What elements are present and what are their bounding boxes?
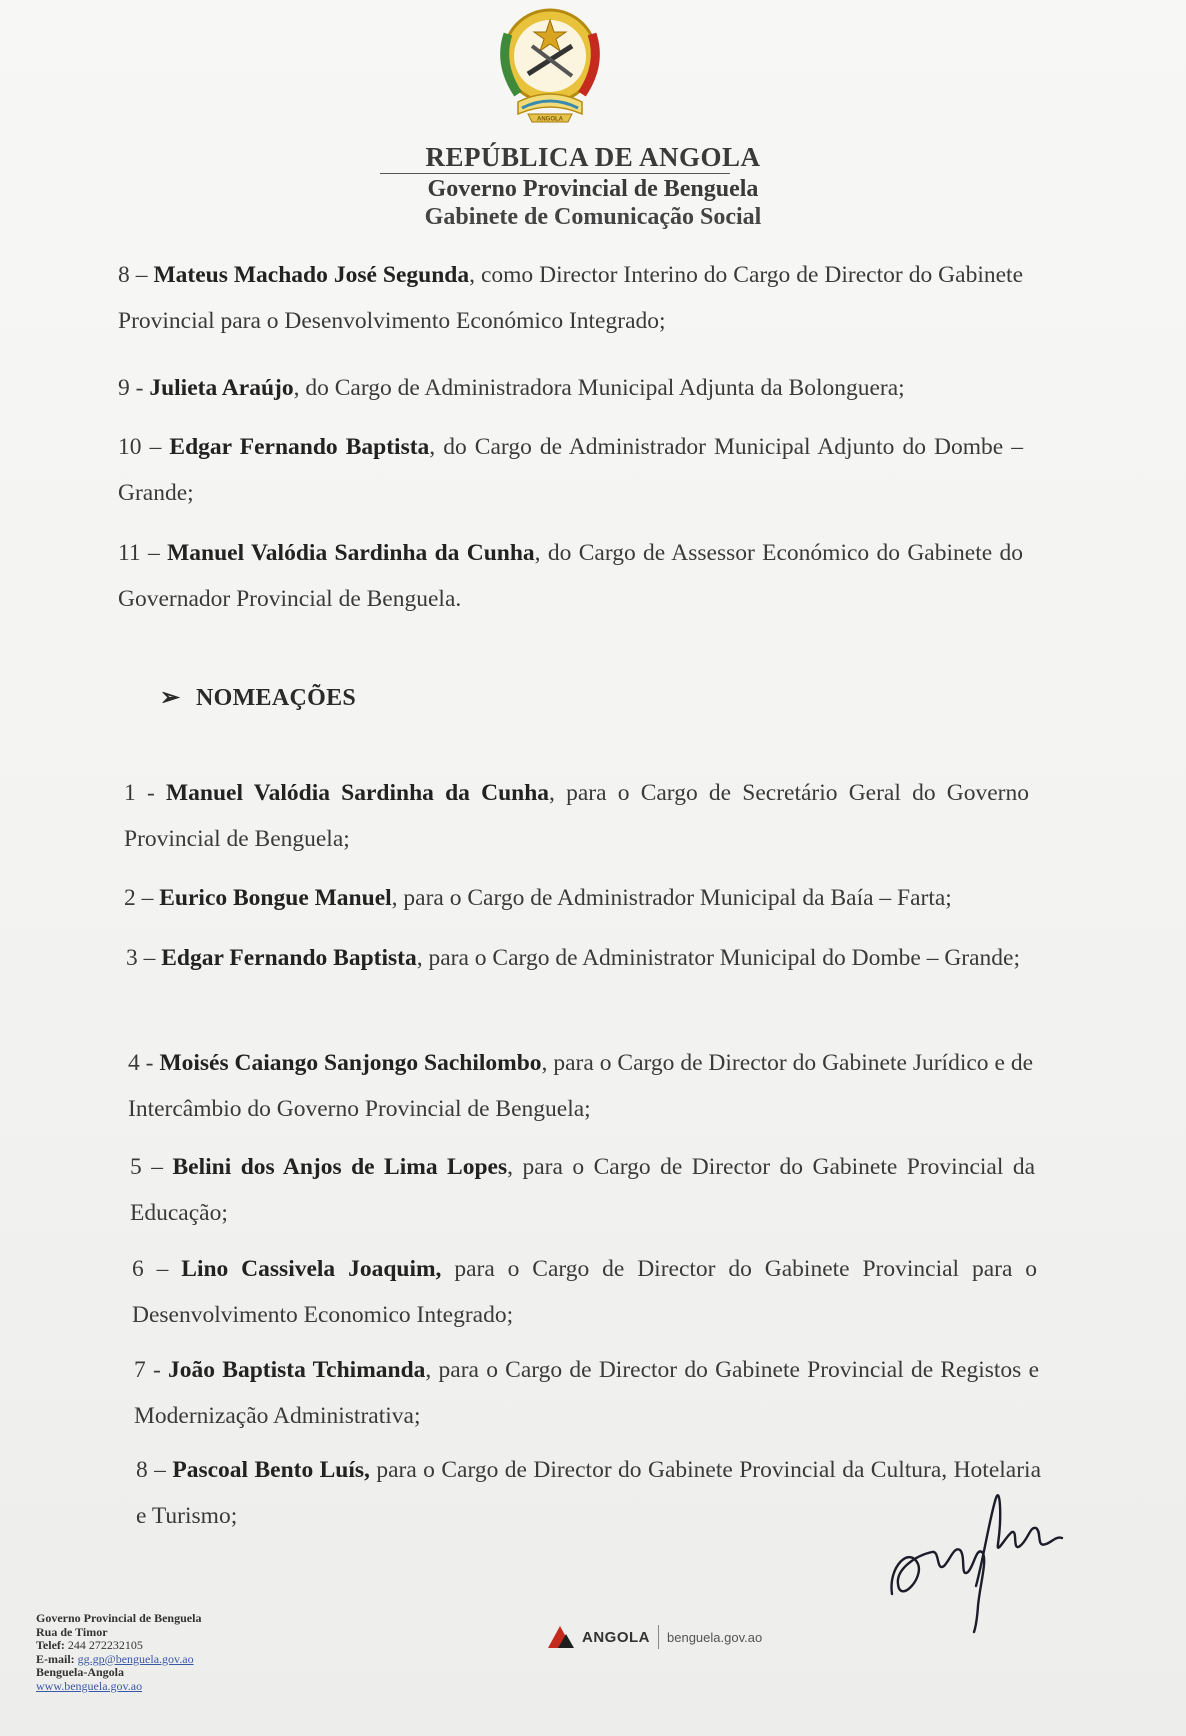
appointment-item-2 xyxy=(124,875,1029,921)
header-republic: REPÚBLICA DE ANGOLA xyxy=(425,142,761,172)
section-title-text: NOMEAÇÕES xyxy=(196,685,357,711)
footer-contact-block xyxy=(36,1612,201,1693)
logo-divider xyxy=(658,1625,659,1649)
item-number: 4 - xyxy=(128,1050,154,1076)
coat-of-arms-emblem xyxy=(488,4,612,128)
appointment-item-4 xyxy=(128,1040,1033,1132)
item-number: 7 - xyxy=(134,1357,161,1383)
person-name: Edgar Fernando Baptista xyxy=(169,434,430,460)
footer-email-label: E-mail: xyxy=(36,1651,75,1666)
exoneration-item-8 xyxy=(118,252,1023,344)
person-name: Manuel Valódia Sardinha da Cunha xyxy=(165,780,550,806)
item-text: , para o Cargo de Secretário Geral do Governo Provincial de Benguela; xyxy=(124,780,1030,852)
arrow-bullet-icon: ➢ xyxy=(160,685,181,711)
item-number: 5 – xyxy=(130,1154,163,1180)
item-text: , do Cargo de Administradora Municipal Adjunta da Bolonguera; xyxy=(293,375,905,401)
exoneration-item-10 xyxy=(118,424,1023,516)
footer-phone-line xyxy=(36,1639,201,1653)
item-text: , do Cargo de Assessor Económico do Gabinete do Governador Provincial de Benguela. xyxy=(118,540,1023,612)
person-name: Pascoal Bento Luís, xyxy=(172,1457,370,1483)
footer-phone: 244 272232105 xyxy=(67,1638,143,1652)
footer-org: Governo Provincial de Benguela xyxy=(36,1611,202,1625)
item-number: 10 – xyxy=(118,434,162,460)
item-text: , para o Cargo de Director do Gabinete Jurídico e de Intercâmbio do Governo Provincial de Benguela; xyxy=(128,1050,1034,1122)
person-name: Eurico Bongue Manuel xyxy=(159,885,392,911)
appointment-item-6 xyxy=(132,1246,1037,1338)
appointment-item-5 xyxy=(130,1144,1035,1236)
benguela-logo-text: benguela.gov.ao xyxy=(667,1629,763,1645)
emblem-label: ANGOLA xyxy=(537,116,563,123)
footer-email-link[interactable]: gg.gp@benguela.gov.ao xyxy=(77,1651,194,1666)
footer-email-line xyxy=(36,1653,201,1667)
person-name: Manuel Valódia Sardinha da Cunha xyxy=(167,540,535,566)
footer-logos xyxy=(548,1622,762,1652)
item-number: 1 - xyxy=(124,780,155,806)
footer-phone-label: Telef: xyxy=(36,1638,65,1652)
appointment-item-1 xyxy=(124,770,1029,862)
person-name: Moisés Caiango Sanjongo Sachilombo xyxy=(159,1050,542,1076)
item-number: 3 – xyxy=(126,945,156,971)
item-number: 8 – xyxy=(136,1457,166,1483)
header-cabinet: Gabinete de Comunicação Social xyxy=(424,204,762,230)
footer-city: Benguela-Angola xyxy=(36,1665,125,1679)
item-text: , para o Cargo de Director do Gabinete Provincial de Registos e Modernização Administrativa; xyxy=(134,1357,1039,1429)
item-text: para o Cargo de Director do Gabinete Provincial da Cultura, Hotelaria e Turismo; xyxy=(136,1457,1042,1529)
governo-angola-logo xyxy=(548,1626,650,1648)
item-number: 11 – xyxy=(118,540,160,566)
item-text: para o Cargo de Director do Gabinete Provincial para o Desenvolvimento Economico Integrado; xyxy=(132,1256,1038,1328)
item-number: 9 - xyxy=(118,375,144,401)
item-text: , para o Cargo de Administrator Municipal do Dombe – Grande; xyxy=(416,945,1021,971)
item-text: , para o Cargo de Director do Gabinete Provincial da Educação; xyxy=(130,1154,1036,1226)
exoneration-item-9 xyxy=(118,365,1023,411)
exoneration-item-11 xyxy=(118,530,1023,622)
footer-street: Rua de Timor xyxy=(36,1624,108,1639)
item-text: , do Cargo de Administrador Municipal Adjunto do Dombe – Grande; xyxy=(118,434,1024,506)
handwritten-signature xyxy=(880,1486,1070,1636)
item-number: 6 – xyxy=(132,1256,169,1282)
section-title-nomeacoes xyxy=(160,683,356,712)
person-name: Julieta Araújo xyxy=(149,375,294,401)
item-number: 2 – xyxy=(124,885,154,911)
item-number: 8 – xyxy=(118,262,148,288)
header-divider xyxy=(380,173,730,174)
person-name: Mateus Machado José Segunda xyxy=(153,262,470,288)
appointment-item-7 xyxy=(134,1347,1039,1439)
angola-logo-icon xyxy=(548,1626,578,1648)
angola-logo-text: ANGOLA xyxy=(582,1628,650,1646)
person-name: João Baptista Tchimanda xyxy=(168,1357,426,1383)
person-name: Edgar Fernando Baptista xyxy=(161,945,417,971)
item-text: , como Director Interino do Cargo de Director do Gabinete Provincial para o Desenvolvimento Económico Integrado; xyxy=(118,262,1024,334)
header-government: Governo Provincial de Benguela xyxy=(427,176,759,202)
person-name: Belini dos Anjos de Lima Lopes xyxy=(172,1154,508,1180)
footer-website-link[interactable]: www.benguela.gov.ao xyxy=(36,1678,143,1693)
person-name: Lino Cassivela Joaquim, xyxy=(181,1256,442,1282)
appointment-item-3 xyxy=(126,935,1031,981)
item-text: , para o Cargo de Administrador Municipal da Baía – Farta; xyxy=(391,885,952,911)
